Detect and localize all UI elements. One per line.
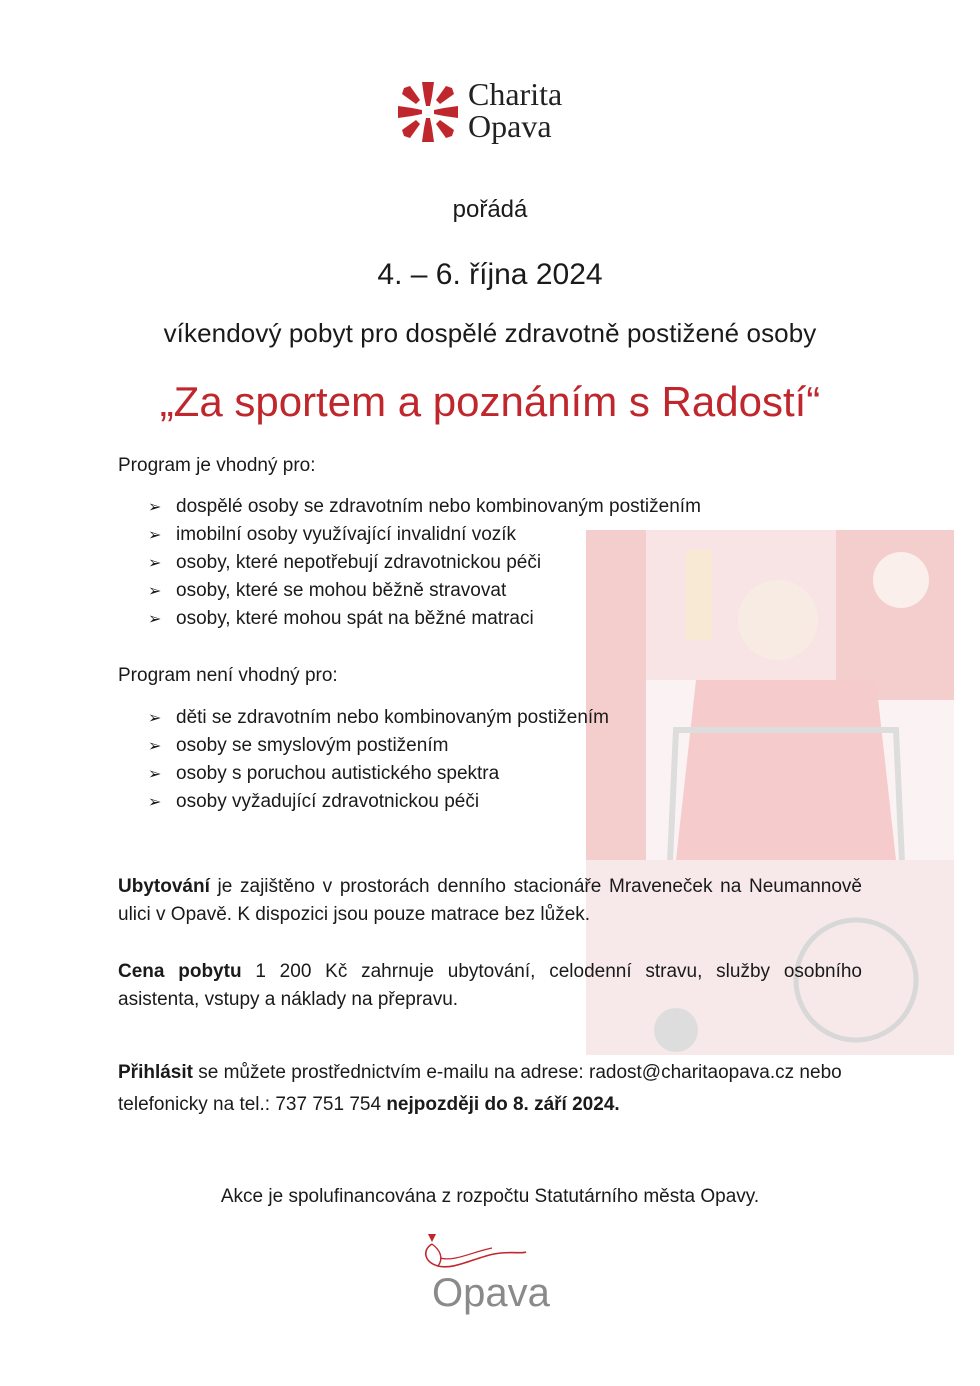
list-item: ➢ osoby vyžadující zdravotnickou péči [148, 788, 609, 816]
charita-opava-logo [396, 78, 596, 148]
list-item: ➢ děti se zdravotním nebo kombinovaným postižením [148, 704, 609, 732]
suitable-list [148, 493, 701, 633]
registration-text: se můžete prostřednictvím e-mailu na adrese: radost@charitaopava.cz nebo telefonicky na tel.: 737 751 754 [118, 1062, 842, 1115]
arrow-bullet-icon: ➢ [148, 794, 162, 811]
arrow-bullet-icon: ➢ [148, 611, 162, 628]
event-subtitle: víkendový pobyt pro dospělé zdravotně postižené osoby [163, 318, 817, 348]
funding-note: Akce je spolufinancována z rozpočtu Statutárního města Opavy. [220, 1186, 760, 1207]
list-item: ➢ dospělé osoby se zdravotním nebo kombinovaným postižením [148, 493, 701, 521]
registration-label: Přihlásit [118, 1062, 193, 1083]
suitable-heading: Program je vhodný pro: [118, 455, 316, 476]
opava-logo-text: Opava [432, 1271, 550, 1315]
arrow-bullet-icon: ➢ [148, 555, 162, 572]
unsuitable-list [148, 704, 609, 816]
event-title: „Za sportem a poznáním s Radostí“ [159, 378, 821, 425]
price-label: Cena pobytu [118, 961, 242, 982]
registration-paragraph [118, 1057, 862, 1121]
charita-opava-logo-text [468, 78, 562, 142]
arrow-bullet-icon: ➢ [148, 527, 162, 544]
list-item: ➢ osoby s poruchou autistického spektra [148, 760, 609, 788]
list-item: ➢ imobilní osoby využívající invalidní vozík [148, 521, 701, 549]
caritas-cross-icon [396, 80, 460, 144]
opava-city-logo [414, 1228, 564, 1318]
accommodation-label: Ubytování [118, 876, 210, 897]
list-item: ➢ osoby, které se mohou běžně stravovat [148, 577, 701, 605]
accommodation-text: je zajištěno v prostorách denního stacionáře Mraveneček na Neumannově ulici v Opavě. K dispozici jsou pouze matrace bez lůžek. [118, 876, 862, 925]
event-date: 4. – 6. října 2024 [377, 258, 603, 291]
arrow-bullet-icon: ➢ [148, 583, 162, 600]
accommodation-paragraph [118, 873, 862, 929]
logo-line-1: Charita [468, 76, 563, 112]
unsuitable-heading: Program není vhodný pro: [118, 665, 338, 686]
registration-deadline: nejpozději do 8. září 2024. [386, 1094, 620, 1115]
list-item: ➢ osoby se smyslovým postižením [148, 732, 609, 760]
arrow-bullet-icon: ➢ [148, 499, 162, 516]
list-item: ➢ osoby, které mohou spát na běžné matraci [148, 605, 701, 633]
arrow-bullet-icon: ➢ [148, 738, 162, 755]
logo-line-2: Opava [468, 108, 552, 144]
price-text: 1 200 Kč zahrnuje ubytování, celodenní stravu, služby osobního asistenta, vstupy a náklady na přepravu. [118, 961, 862, 1010]
organizes-text: pořádá [452, 196, 528, 223]
arrow-bullet-icon: ➢ [148, 766, 162, 783]
price-paragraph [118, 958, 862, 1014]
list-item: ➢ osoby, které nepotřebují zdravotnickou péči [148, 549, 701, 577]
arrow-bullet-icon: ➢ [148, 710, 162, 727]
opava-swan-icon [414, 1228, 564, 1318]
